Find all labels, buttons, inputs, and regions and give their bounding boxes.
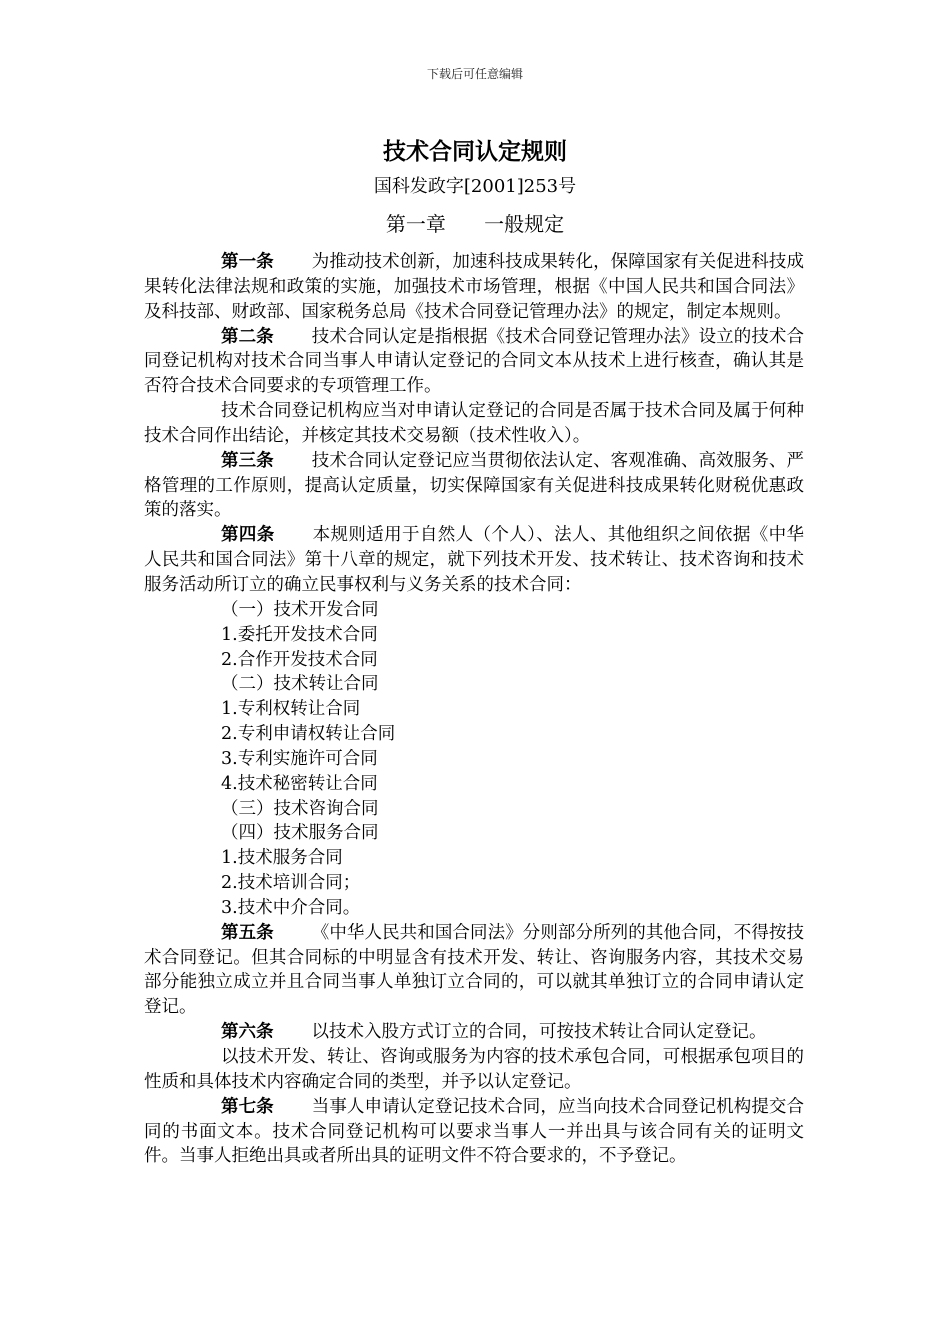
article-4 <box>144 523 804 598</box>
article-text: 为推动技术创新，加速科技成果转化，保障国家有关促进科技成果转化法律法规和政策的实施，加强技术市场管理，根据《中国人民共和国合同法》及科技部、财政部、国家税务总局《技术合同登记管理办法》的规定，制定本规则。 <box>144 252 804 322</box>
contract-type-list <box>144 598 804 921</box>
article-text: 技术合同认定是指根据《技术合同登记管理办法》设立的技术合同登记机构对技术合同当事人申请认定登记的合同文本从技术上进行核查，确认其是否符合技术合同要求的专项管理工作。 <box>144 326 804 397</box>
article-6 <box>144 1020 804 1045</box>
list-item: 1.技术服务合同 <box>221 848 343 869</box>
article-label: 第三条 <box>221 450 274 471</box>
article-5 <box>144 921 804 1020</box>
list-item: （四）技术服务合同 <box>221 823 379 844</box>
list-item: （三）技术咨询合同 <box>221 798 379 819</box>
document-title: 技术合同认定规则 <box>383 139 567 165</box>
document-body <box>144 250 804 1169</box>
list-item: 2.技术培训合同； <box>221 873 361 894</box>
chapter-heading <box>0 209 950 239</box>
list-item: （二）技术转让合同 <box>221 674 379 695</box>
list-item: 2.合作开发技术合同 <box>221 649 378 670</box>
list-item: （一）技术开发合同 <box>221 599 379 620</box>
list-item: 1.专利权转让合同 <box>221 699 361 720</box>
article-text: 本规则适用于自然人（个人）、法人、其他组织之间依据《中华人民共和国合同法》第十八章的规定，就下列技术开发、技术转让、技术咨询和技术服务活动所订立的确立民事权利与义务关系的技术合同： <box>144 525 804 595</box>
article-text: 技术合同认定登记应当贯彻依法认定、客观准确、高效服务、严格管理的工作原则，提高认定质量，切实保障国家有关促进科技成果转化财税优惠政策的落实。 <box>144 450 804 521</box>
article-label: 第一条 <box>221 252 274 272</box>
article-label: 第二条 <box>221 326 274 347</box>
list-item: 3.技术中介合同。 <box>221 897 361 918</box>
article-label: 第六条 <box>221 1022 274 1043</box>
article-2-paragraph-2: 技术合同登记机构应当对申请认定登记的合同是否属于技术合同及属于何种技术合同作出结论，并核定其技术交易额（技术性收入）。 <box>144 401 804 446</box>
list-item: 1.委托开发技术合同 <box>221 624 378 645</box>
chapter-name: 一般规定 <box>484 212 565 236</box>
header-note: 下载后可任意编辑 <box>426 67 523 81</box>
article-3 <box>144 449 804 524</box>
article-label: 第七条 <box>221 1096 274 1117</box>
article-text: 以技术入股方式订立的合同，可按技术转让合同认定登记。 <box>311 1022 767 1043</box>
article-label: 第四条 <box>221 525 275 546</box>
list-item: 3.专利实施许可合同 <box>221 748 378 769</box>
list-item: 4.技术秘密转让合同 <box>221 773 378 794</box>
chapter-number: 第一章 <box>385 212 446 236</box>
list-item: 2.专利申请权转让合同 <box>221 724 396 745</box>
article-7 <box>144 1095 804 1170</box>
document-number: 国科发政字[2001]253号 <box>373 176 577 197</box>
article-label: 第五条 <box>221 922 274 943</box>
article-2 <box>144 325 804 400</box>
article-6-paragraph-2: 以技术开发、转让、咨询或服务为内容的技术承包合同，可根据承包项目的性质和具体技术内容确定合同的类型，并予以认定登记。 <box>144 1047 804 1092</box>
article-text: 当事人申请认定登记技术合同，应当向技术合同登记机构提交合同的书面文本。技术合同登记机构可以要求当事人一并出具与该合同有关的证明文件。当事人拒绝出具或者所出具的证明文件不符合要求的，不予登记。 <box>144 1096 804 1167</box>
article-text: 《中华人民共和国合同法》分则部分所列的其他合同，不得按技术合同登记。但其合同标的中明显含有技术开发、转让、咨询服务内容，其技术交易部分能独立成立并且合同当事人单独订立合同的，可以就其单独订立的合同申请认定登记。 <box>144 922 804 1018</box>
article-1 <box>144 250 804 325</box>
